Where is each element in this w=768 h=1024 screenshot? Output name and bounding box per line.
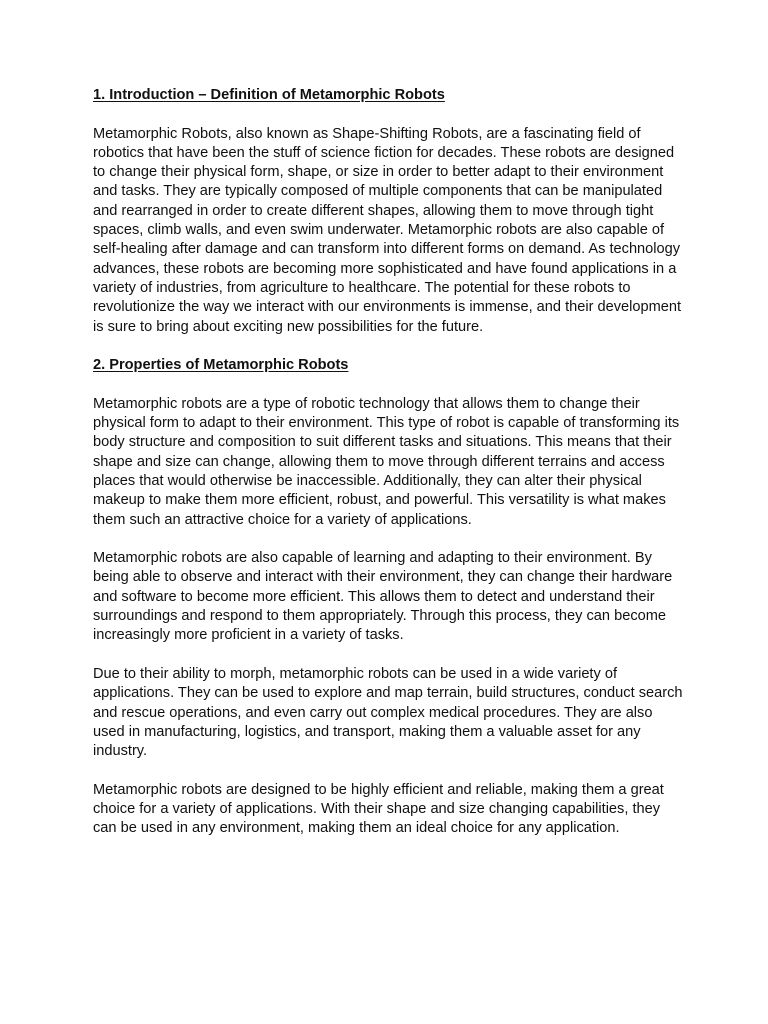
paragraph: Due to their ability to morph, metamorphic robots can be used in a wide variety of applications. They can be used to explore and map terrain, build structures, conduct search and rescue operations, and even carry out complex medical procedures. They are also used in manufacturing, logistics, and transport, making them a valuable asset for any industry.	[93, 665, 683, 760]
section-heading: 1. Introduction – Definition of Metamorphic Robots	[93, 87, 445, 103]
paragraph: Metamorphic robots are also capable of learning and adapting to their environment. By being able to observe and interact with their environment, they can change their hardware and software to become more efficient. This allows them to detect and understand their surroundings and respond to them appropriately. Through this process, they can become increasingly more proficient in a variety of tasks.	[93, 550, 673, 644]
section-introduction	[93, 86, 683, 337]
paragraph: Metamorphic robots are designed to be highly efficient and reliable, making them a great choice for a variety of applications. With their shape and size changing capabilities, they can be used in any environment, making them an ideal choice for any application.	[93, 781, 664, 837]
section-heading: 2. Properties of Metamorphic Robots	[93, 357, 349, 374]
paragraph: Metamorphic Robots, also known as Shape-Shifting Robots, are a fascinating field of robotics that have been the stuff of science fiction for decades. These robots are designed to change their physical form, shape, or size in order to better adapt to their environment and tasks. They are typically composed of multiple components that can be manipulated and rearranged in order to create different shapes, allowing them to move through tight spaces, climb walls, and even swim underwater. Metamorphic robots are also capable of self-healing after damage and can transform into different forms on demand. As technology advances, these robots are becoming more sophisticated and have found applications in a variety of industries, from agriculture to healthcare. The potential for these robots to revolutionize the way we interact with our environments is immense, and their development is sure to bring about exciting new possibilities for the future.	[93, 125, 682, 335]
section-properties	[93, 356, 683, 838]
document-page	[93, 86, 683, 858]
paragraph: Metamorphic robots are a type of robotic technology that allows them to change their physical form to adapt to their environment. This type of robot is capable of transforming its body structure and composition to suit different tasks and situations. This means that their shape and size can change, allowing them to move through different terrains and access places that would otherwise be inaccessible. Additionally, they can alter their physical makeup to make them more efficient, robust, and powerful. This versatility is what makes them such an attractive choice for a variety of applications.	[93, 395, 680, 528]
